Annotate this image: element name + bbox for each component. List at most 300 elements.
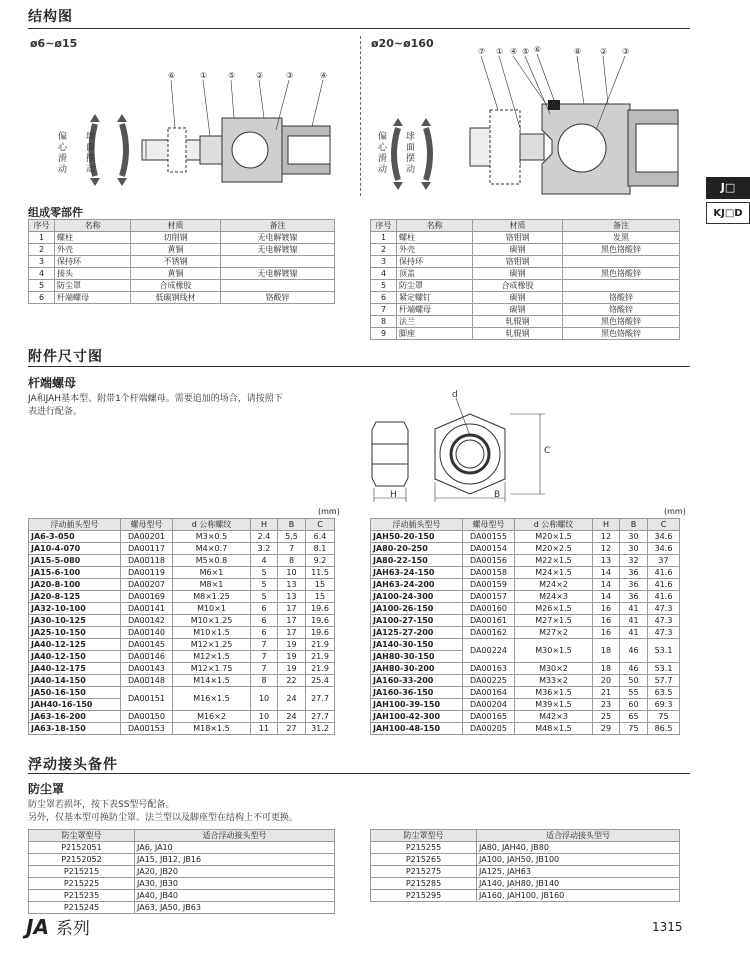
table-cell: JAH100-42-300	[371, 711, 463, 723]
table-cell: 碳钢	[473, 244, 563, 256]
table-row	[371, 627, 680, 639]
table-row	[29, 280, 335, 292]
table-cell: DA00150	[121, 711, 173, 723]
table-cell: M48×1.5	[515, 723, 593, 735]
table-cell: 不锈钢	[131, 256, 221, 268]
table-cell: 16	[593, 603, 620, 615]
table-cell: 保持环	[397, 256, 473, 268]
table-row	[29, 842, 335, 854]
table-cell: 低碳钢线材	[131, 292, 221, 304]
table-cell: 10	[251, 687, 278, 711]
table-cell: 29	[593, 723, 620, 735]
arrow-label-eccentric: 偏心滑动	[58, 132, 68, 175]
table-cell: 25.4	[306, 675, 335, 687]
table-cell: 接头	[55, 268, 131, 280]
table-cell: 14	[593, 591, 620, 603]
table-cell: DA00140	[121, 627, 173, 639]
structure-title: 结构图	[28, 9, 73, 25]
table-cell: 19.6	[306, 627, 335, 639]
table-cell: JA100-26-150	[371, 603, 463, 615]
svg-text:①: ①	[200, 71, 208, 80]
table-row	[371, 615, 680, 627]
table-cell: 紧定螺钉	[397, 292, 473, 304]
col-header: 适合浮动接头型号	[477, 830, 680, 842]
col-header: d 公称螺纹	[515, 519, 593, 531]
table-cell: 27	[278, 723, 306, 735]
spare-title: 浮动接头备件	[28, 757, 118, 773]
table-row	[371, 854, 680, 866]
side-tab-active[interactable]: J□	[706, 177, 750, 199]
table-cell: JA20-8-125	[29, 591, 121, 603]
table-cell: DA00162	[463, 627, 515, 639]
table-row	[29, 675, 335, 687]
arrow-label-eccentric-large: 偏心滑动	[378, 132, 388, 175]
table-cell: JA50-16-150	[29, 687, 121, 699]
table-cell: 47.3	[648, 615, 680, 627]
table-cell: 31.2	[306, 723, 335, 735]
table-cell: JA63-16-200	[29, 711, 121, 723]
col-header: H	[251, 519, 278, 531]
table-cell: JA160-36-150	[371, 687, 463, 699]
table-cell	[563, 280, 680, 292]
table-cell	[221, 280, 335, 292]
table-cell: JA32-10-100	[29, 603, 121, 615]
table-cell: 8	[278, 555, 306, 567]
table-cell: DA00155	[463, 531, 515, 543]
table-cell: 21.9	[306, 663, 335, 675]
table-cell: 57.7	[648, 675, 680, 687]
table-row	[371, 603, 680, 615]
table-row	[371, 268, 680, 280]
table-row	[29, 292, 335, 304]
col-header: 名称	[397, 220, 473, 232]
table-cell: M10×1.25	[173, 615, 251, 627]
table-cell: 27.7	[306, 687, 335, 711]
table-cell: 碳钢	[473, 268, 563, 280]
table-cell: P215285	[371, 878, 477, 890]
table-cell: M14×1.5	[173, 675, 251, 687]
table-cell: JA100, JAH50, JB100	[477, 854, 680, 866]
table-cell: M12×1.75	[173, 663, 251, 675]
table-cell: 47.3	[648, 627, 680, 639]
table-cell: 无电解镀镍	[221, 268, 335, 280]
table-cell: M24×1.5	[515, 567, 593, 579]
col-header: 适合浮动接头型号	[135, 830, 335, 842]
table-cell: 铬酸锌	[563, 304, 680, 316]
side-tab-kjd[interactable]: KJ□D	[706, 202, 750, 224]
col-header: 防尘罩型号	[29, 830, 135, 842]
col-header: 螺母型号	[121, 519, 173, 531]
table-cell: 4	[29, 268, 55, 280]
table-cell: JA40-12-150	[29, 651, 121, 663]
page-number: 1315	[652, 920, 683, 934]
svg-text:③: ③	[622, 47, 630, 56]
table-cell: M36×1.5	[515, 687, 593, 699]
table-cell: M8×1.25	[173, 591, 251, 603]
dustcover-table-left	[28, 829, 335, 914]
table-cell: 铬酸锌	[221, 292, 335, 304]
table-row	[371, 675, 680, 687]
table-cell: JAH100-39-150	[371, 699, 463, 711]
table-row	[371, 842, 680, 854]
table-cell: 黑色铬酸锌	[563, 328, 680, 340]
table-cell: DA00225	[463, 675, 515, 687]
table-cell: 19	[278, 663, 306, 675]
table-cell: DA00201	[121, 531, 173, 543]
table-cell: 5	[371, 280, 397, 292]
table-cell: M20×1.5	[515, 531, 593, 543]
table-cell: 5	[29, 280, 55, 292]
table-cell: M27×2	[515, 627, 593, 639]
table-cell: JA160-33-200	[371, 675, 463, 687]
table-cell: JA63-18-150	[29, 723, 121, 735]
col-header: 材质	[473, 220, 563, 232]
col-header: B	[278, 519, 306, 531]
table-cell: 46	[620, 639, 648, 663]
table-cell: M24×2	[515, 579, 593, 591]
table-row	[371, 543, 680, 555]
table-cell: 69.3	[648, 699, 680, 711]
table-cell: JAH80-30-150	[371, 651, 463, 663]
structure-drawing-small	[50, 60, 350, 200]
table-cell: 8.1	[306, 543, 335, 555]
table-row	[371, 244, 680, 256]
table-row	[29, 615, 335, 627]
table-cell: M12×1.5	[173, 651, 251, 663]
table-cell: 12	[593, 531, 620, 543]
table-row	[29, 639, 335, 651]
table-cell: 1	[29, 232, 55, 244]
section-divider	[28, 366, 690, 367]
table-cell: JA160, JAH100, JB160	[477, 890, 680, 902]
table-cell: JA30-10-125	[29, 615, 121, 627]
table-cell: DA00154	[463, 543, 515, 555]
table-row	[29, 268, 335, 280]
table-row	[29, 687, 335, 699]
structure-drawing-large	[370, 44, 680, 204]
table-cell: M5×0.8	[173, 555, 251, 567]
table-cell: P215275	[371, 866, 477, 878]
table-cell: 黄铜	[131, 244, 221, 256]
col-header: 螺母型号	[463, 519, 515, 531]
table-cell: DA00156	[463, 555, 515, 567]
table-cell: 55	[620, 687, 648, 699]
table-cell: 无电解镀镍	[221, 232, 335, 244]
table-cell: DA00158	[463, 567, 515, 579]
table-cell: JA100-27-150	[371, 615, 463, 627]
table-row	[371, 878, 680, 890]
table-cell: 铬钼钢	[473, 256, 563, 268]
svg-text:⑤: ⑤	[228, 71, 236, 80]
dim-h-label: H	[390, 490, 397, 500]
table-cell: JA40-12-175	[29, 663, 121, 675]
table-row	[371, 699, 680, 711]
table-cell: 脚座	[397, 328, 473, 340]
table-cell: JA80-22-150	[371, 555, 463, 567]
table-cell: 黑色铬酸锌	[563, 268, 680, 280]
table-row	[29, 591, 335, 603]
table-cell: 黄铜	[131, 268, 221, 280]
table-row	[29, 854, 335, 866]
table-cell: 17	[278, 615, 306, 627]
table-cell: JA15-6-100	[29, 567, 121, 579]
col-header: C	[648, 519, 680, 531]
table-cell: 6	[29, 292, 55, 304]
table-cell: 41.6	[648, 591, 680, 603]
table-cell: DA00117	[121, 543, 173, 555]
table-cell: 黑色铬酸锌	[563, 244, 680, 256]
table-cell: 外壳	[55, 244, 131, 256]
table-cell: M10×1.5	[173, 627, 251, 639]
arrow-label-spherical: 球面摆动	[86, 132, 96, 175]
footer-series	[26, 914, 90, 939]
table-cell: 37	[648, 555, 680, 567]
table-row	[29, 579, 335, 591]
col-header: 备注	[563, 220, 680, 232]
dustcover-table-right	[370, 829, 680, 902]
svg-text:⑥: ⑥	[534, 45, 542, 54]
table-cell: 17	[278, 603, 306, 615]
table-cell: 27.7	[306, 711, 335, 723]
table-cell: 5.5	[278, 531, 306, 543]
table-cell: 1	[371, 232, 397, 244]
table-row	[29, 531, 335, 543]
table-row	[29, 651, 335, 663]
table-cell: 19.6	[306, 615, 335, 627]
table-cell: 41.6	[648, 567, 680, 579]
table-cell: M30×1.5	[515, 639, 593, 663]
table-cell: 25	[593, 711, 620, 723]
svg-text:③: ③	[286, 71, 294, 80]
table-row	[29, 555, 335, 567]
svg-text:①: ①	[496, 47, 504, 56]
table-cell: 7	[251, 651, 278, 663]
table-cell: 6	[251, 603, 278, 615]
table-cell: 24	[278, 687, 306, 711]
table-cell: DA00142	[121, 615, 173, 627]
table-row	[371, 591, 680, 603]
table-cell: 无电解镀镍	[221, 244, 335, 256]
table-cell: 22	[278, 675, 306, 687]
nut-desc-line2: 表进行配备。	[28, 407, 83, 417]
svg-text:⑤: ⑤	[522, 47, 530, 56]
table-cell: 19	[278, 639, 306, 651]
table-cell: 13	[593, 555, 620, 567]
col-header: d 公称螺纹	[173, 519, 251, 531]
unit-label: (mm)	[664, 507, 686, 516]
table-row	[371, 280, 680, 292]
table-cell: DA00143	[121, 663, 173, 675]
table-row	[29, 902, 335, 914]
table-cell: JAH63-24-150	[371, 567, 463, 579]
table-cell: JAH100-48-150	[371, 723, 463, 735]
table-cell: 杆端螺母	[397, 304, 473, 316]
table-cell: JA40, JB40	[135, 890, 335, 902]
table-cell: DA00163	[463, 663, 515, 675]
table-cell: DA00207	[121, 579, 173, 591]
table-cell: M26×1.5	[515, 603, 593, 615]
table-row	[29, 663, 335, 675]
table-cell: 切削钢	[131, 232, 221, 244]
table-cell: P215255	[371, 842, 477, 854]
col-header: 序号	[371, 220, 397, 232]
dustcover-desc-line1: 防尘罩若损坏，按下表SS型号配备。	[28, 800, 175, 810]
table-cell: 53.1	[648, 663, 680, 675]
table-cell: JA10-4-070	[29, 543, 121, 555]
table-cell: 保持环	[55, 256, 131, 268]
table-cell: 16	[593, 627, 620, 639]
table-cell: JA80, JAH40, JB80	[477, 842, 680, 854]
table-cell: 86.5	[648, 723, 680, 735]
table-row	[29, 232, 335, 244]
table-cell: 23	[593, 699, 620, 711]
table-cell: 7	[371, 304, 397, 316]
table-cell: 7	[278, 543, 306, 555]
unit-label: (mm)	[318, 507, 340, 516]
table-cell: 防尘罩	[55, 280, 131, 292]
col-header: 备注	[221, 220, 335, 232]
table-row	[371, 328, 680, 340]
table-cell: M8×1	[173, 579, 251, 591]
table-cell: JA80-20-250	[371, 543, 463, 555]
table-cell: 铬钼钢	[473, 232, 563, 244]
table-row	[371, 531, 680, 543]
table-cell: 36	[620, 591, 648, 603]
table-cell: 14	[593, 579, 620, 591]
table-row	[371, 579, 680, 591]
table-cell: 7	[251, 663, 278, 675]
table-row	[371, 687, 680, 699]
table-cell: 9	[371, 328, 397, 340]
col-header: H	[593, 519, 620, 531]
table-cell: 3.2	[251, 543, 278, 555]
table-row	[371, 567, 680, 579]
table-cell: DA00224	[463, 639, 515, 663]
table-cell: JA6, JA10	[135, 842, 335, 854]
table-row	[371, 890, 680, 902]
table-cell: DA00165	[463, 711, 515, 723]
table-cell: 轧辊钢	[473, 328, 563, 340]
col-header: 防尘罩型号	[371, 830, 477, 842]
table-cell: DA00157	[463, 591, 515, 603]
svg-text:④: ④	[510, 47, 518, 56]
table-row	[371, 711, 680, 723]
table-cell: DA00161	[463, 615, 515, 627]
parts-title: 组成零部件	[28, 206, 83, 219]
table-row	[371, 292, 680, 304]
table-cell: 5	[251, 591, 278, 603]
table-cell: DA00146	[121, 651, 173, 663]
table-cell: DA00145	[121, 639, 173, 651]
table-cell: 63.5	[648, 687, 680, 699]
table-cell: DA00159	[463, 579, 515, 591]
table-cell: JAH40-16-150	[29, 699, 121, 711]
table-cell: DA00153	[121, 723, 173, 735]
table-cell: 19.6	[306, 603, 335, 615]
svg-text:④: ④	[320, 71, 328, 80]
table-cell: 75	[648, 711, 680, 723]
table-cell: P215295	[371, 890, 477, 902]
table-cell: 13	[278, 579, 306, 591]
table-cell: 75	[620, 723, 648, 735]
table-cell: 碳钢	[473, 292, 563, 304]
section-divider	[28, 28, 690, 29]
table-cell: 6.4	[306, 531, 335, 543]
col-header: 浮动插头型号	[29, 519, 121, 531]
table-cell: 18	[593, 663, 620, 675]
table-cell: JA125-27-200	[371, 627, 463, 639]
col-header: 材质	[131, 220, 221, 232]
table-cell: JA40-14-150	[29, 675, 121, 687]
table-row	[371, 316, 680, 328]
table-cell: 螺柱	[397, 232, 473, 244]
table-row	[29, 866, 335, 878]
table-cell: 21.9	[306, 639, 335, 651]
table-cell: 外壳	[397, 244, 473, 256]
table-cell: 36	[620, 579, 648, 591]
table-cell: JA100-24-300	[371, 591, 463, 603]
table-cell: 4	[251, 555, 278, 567]
table-row	[29, 543, 335, 555]
table-cell: 19	[278, 651, 306, 663]
table-cell: 碳钢	[473, 304, 563, 316]
table-cell: 30	[620, 543, 648, 555]
table-cell: M20×2.5	[515, 543, 593, 555]
table-cell: 6	[251, 615, 278, 627]
table-row	[29, 711, 335, 723]
col-header: 序号	[29, 220, 55, 232]
table-cell: 铬酸锌	[563, 292, 680, 304]
table-cell: 发黑	[563, 232, 680, 244]
table-cell: JAH50-20-150	[371, 531, 463, 543]
table-cell: M4×0.7	[173, 543, 251, 555]
table-cell: 60	[620, 699, 648, 711]
table-row	[29, 890, 335, 902]
svg-text:②: ②	[600, 47, 608, 56]
table-cell	[221, 256, 335, 268]
table-cell: DA00148	[121, 675, 173, 687]
table-cell: JAH63-24-200	[371, 579, 463, 591]
table-cell: 杆端螺母	[55, 292, 131, 304]
dustcover-desc-line2: 另外，仅基本型可换防尘罩。法兰型以及脚座型在结构上不可更换。	[28, 813, 299, 823]
table-cell: 2	[371, 244, 397, 256]
table-cell: 12	[593, 543, 620, 555]
table-cell: 32	[620, 555, 648, 567]
table-cell: 8	[371, 316, 397, 328]
table-cell: DA00160	[463, 603, 515, 615]
table-cell: 21.9	[306, 651, 335, 663]
table-cell: JA20-8-100	[29, 579, 121, 591]
table-cell: JA125, JAH63	[477, 866, 680, 878]
col-header: 名称	[55, 220, 131, 232]
table-cell: 9.2	[306, 555, 335, 567]
table-row	[371, 304, 680, 316]
table-cell: M30×2	[515, 663, 593, 675]
table-cell: 41	[620, 615, 648, 627]
table-cell: 14	[593, 567, 620, 579]
table-cell: JA15-5-080	[29, 555, 121, 567]
nut-table-right	[370, 518, 680, 735]
series-name: JA	[26, 915, 49, 939]
table-row	[371, 232, 680, 244]
table-cell: DA00119	[121, 567, 173, 579]
table-cell: 3	[371, 256, 397, 268]
table-cell: M18×1.5	[173, 723, 251, 735]
table-cell: JA20, JB20	[135, 866, 335, 878]
parts-table-left	[28, 219, 335, 304]
table-cell: 15	[306, 591, 335, 603]
col-header: C	[306, 519, 335, 531]
